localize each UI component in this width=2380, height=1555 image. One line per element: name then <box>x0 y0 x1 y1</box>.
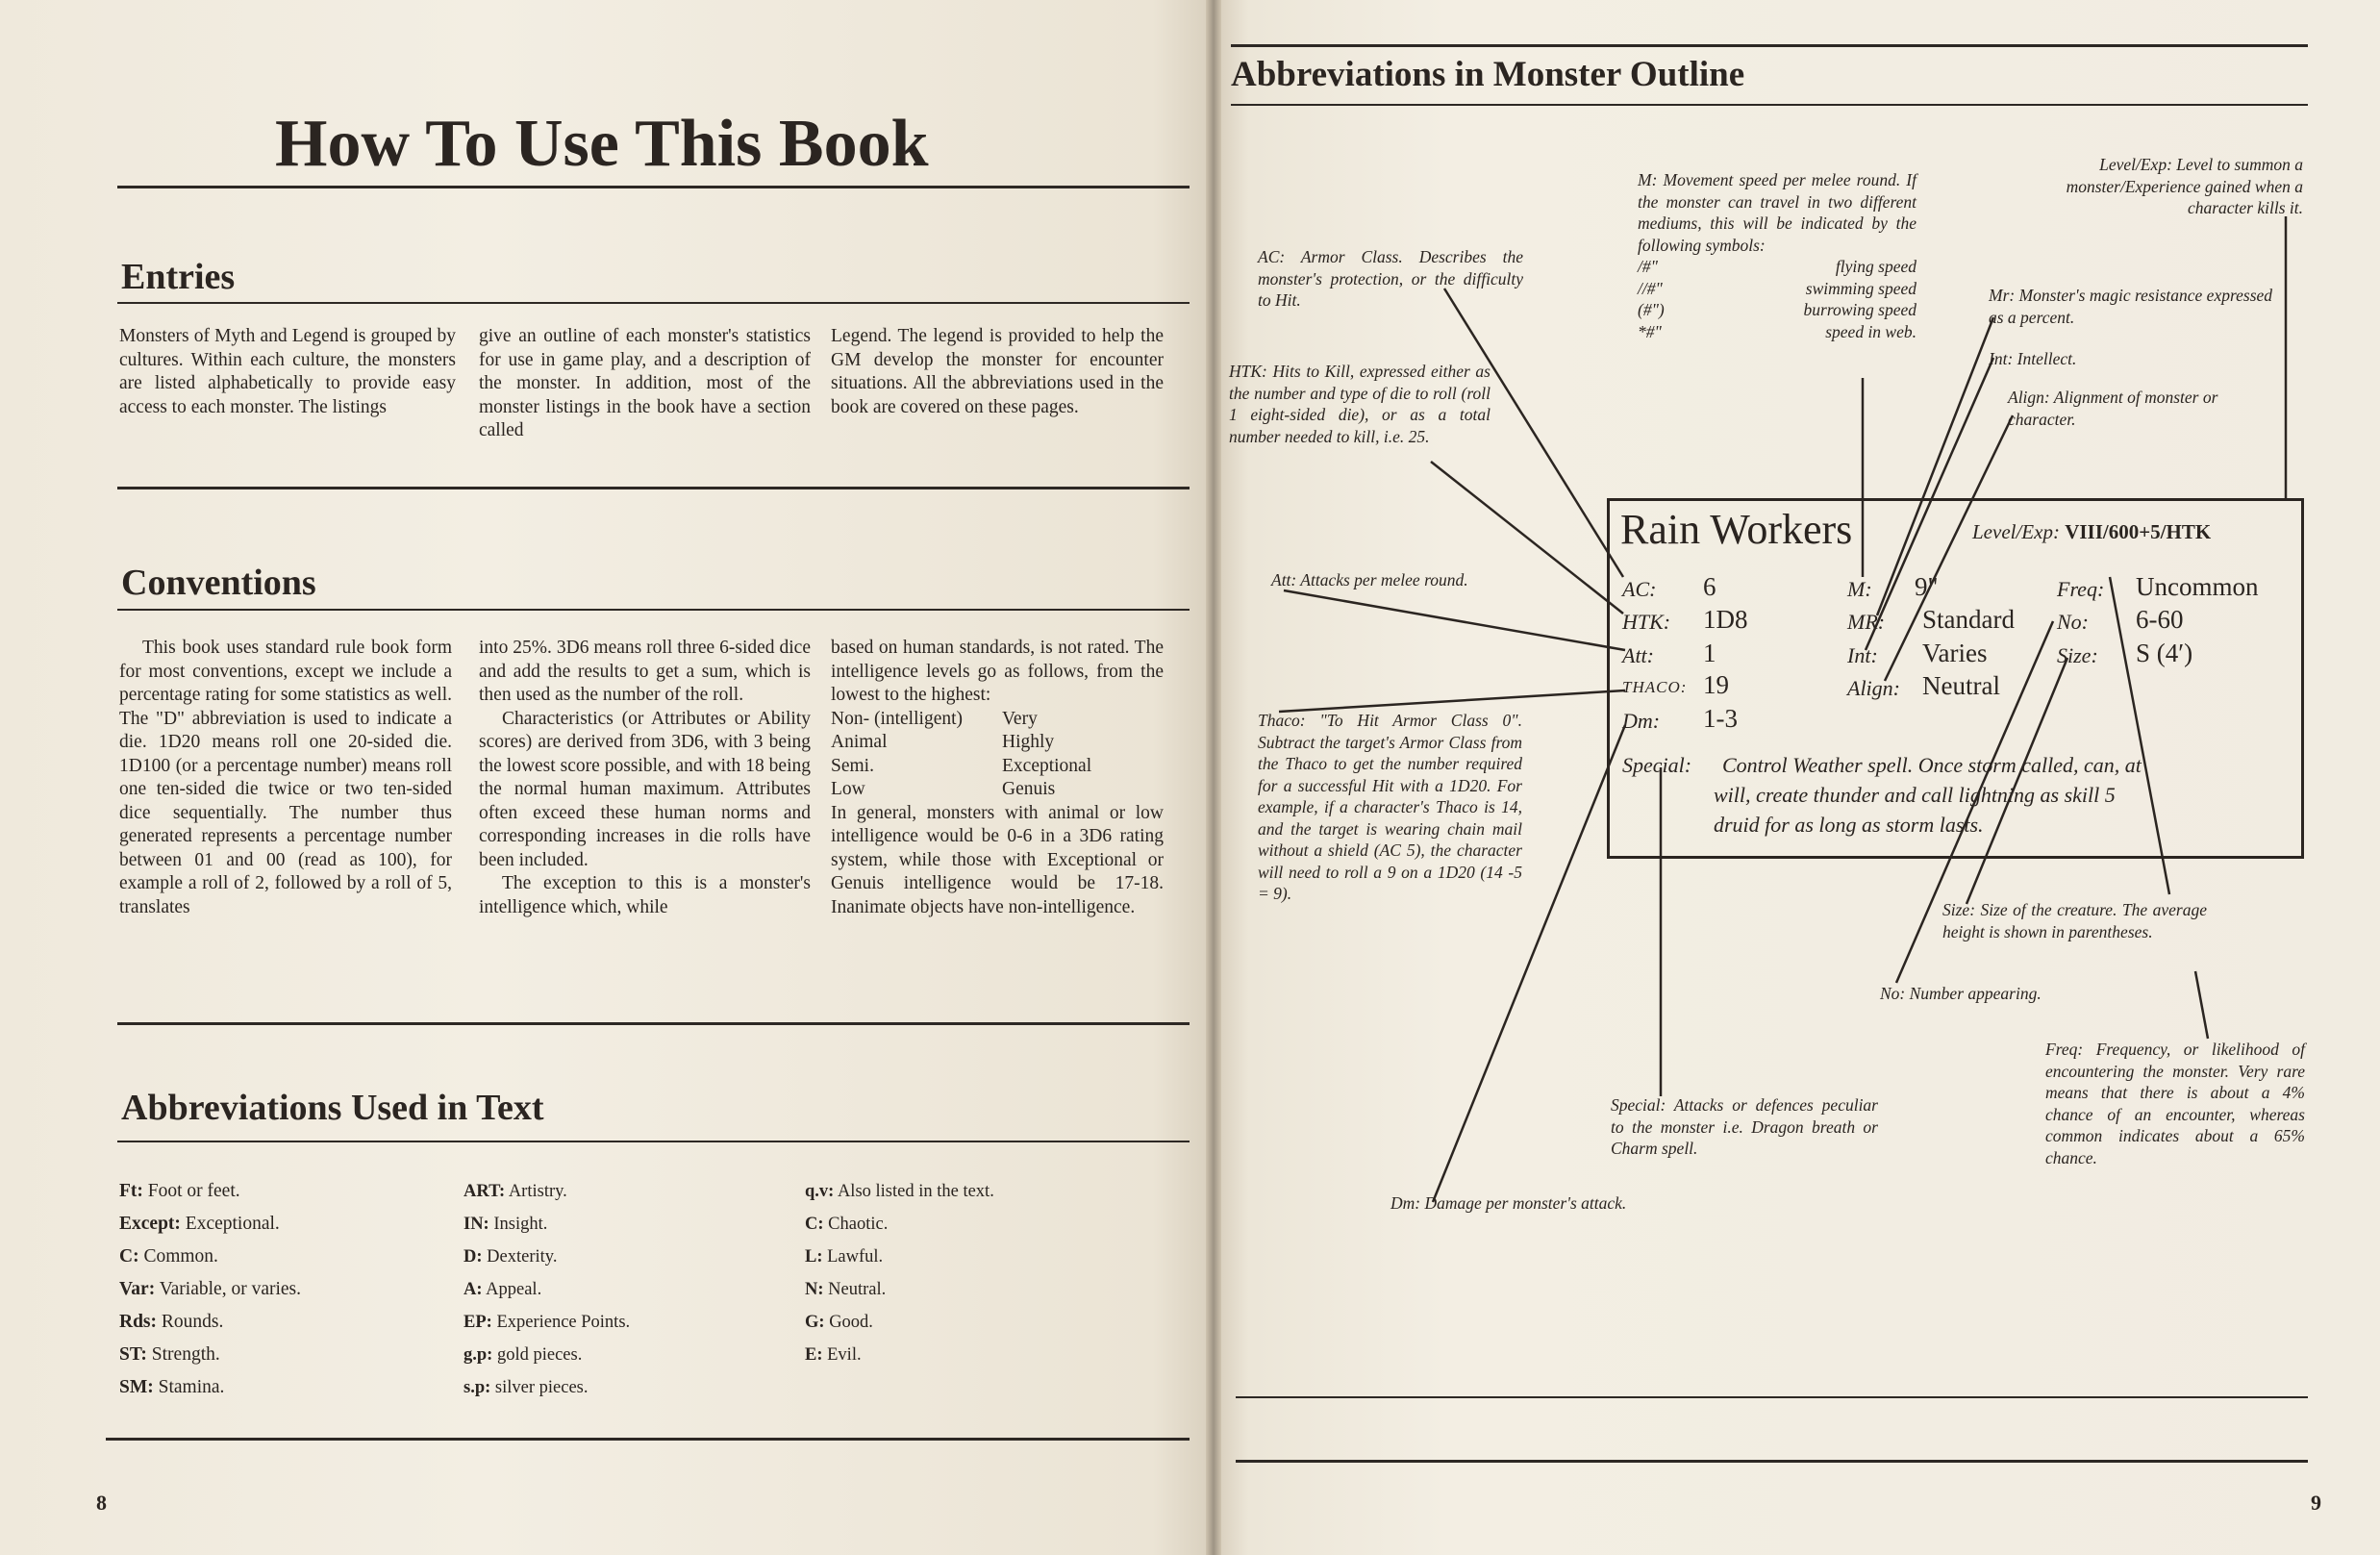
freq-value: Uncommon <box>2136 572 2259 601</box>
abbr-item: L: Lawful. <box>805 1247 884 1267</box>
stat-block <box>1607 498 2304 859</box>
intel-level: Genuis <box>1002 779 1056 799</box>
special-line-3: druid for as long as storm lasts. <box>1714 813 1984 837</box>
att-note: Att: Attacks per melee round. <box>1271 570 1468 589</box>
no-value: 6-60 <box>2136 605 2184 634</box>
thaco-label: THACO: <box>1622 678 1688 696</box>
page-number-left: 8 <box>96 1491 107 1515</box>
htk-label: HTK: <box>1622 610 1671 634</box>
right-page-title: Abbreviations in Monster Outline <box>1231 55 1745 94</box>
abbr-item: A: Appeal. <box>463 1280 542 1299</box>
abbr-item: q.v: Also listed in the text. <box>805 1182 994 1201</box>
abbr-list-3 <box>805 1175 994 1371</box>
page-title: How To Use This Book <box>275 107 929 181</box>
conventions-rule <box>117 609 1190 611</box>
conventions-col-2-p2: Characteristics (or Attributes or Ability scores) are derived from 3D6, with 3 being the lowest score possible, and with 18 being the normal human maximum. Attributes often exceed these human norms and corresponding increases in die rolls have been included. <box>479 708 811 870</box>
right-top-rule <box>1231 44 2308 47</box>
abbr-item: Rds: Rounds. <box>119 1312 224 1332</box>
align-value: Neutral <box>1922 671 2000 700</box>
abbr-item: C: Chaotic. <box>805 1215 889 1234</box>
abbr-item: SM: Stamina. <box>119 1377 225 1397</box>
entries-heading: Entries <box>121 257 236 297</box>
book-gutter <box>1206 0 1221 1555</box>
special-note: Special: Attacks or defences peculiar to the monster i.e. Dragon breath or Charm spell. <box>1611 1095 1878 1158</box>
level-exp-note: Level/Exp: Level to summon a monster/Experience gained when a character kills it. <box>2066 155 2303 217</box>
size-value: S (4′) <box>2136 639 2193 667</box>
no-note: No: Number appearing. <box>1880 984 2042 1003</box>
abbr-item: g.p: gold pieces. <box>463 1345 583 1365</box>
movement-note: M: Movement speed per melee round. If the monster can travel in two different mediums, this will be indicated by the following symbols: /#" flying speed //#" swimming speed (#") burrowing speed *#" speed in web. <box>1638 170 1917 341</box>
abbreviations-rule <box>117 1141 1190 1142</box>
entries-rule <box>117 302 1190 304</box>
intel-level: Highly <box>1002 732 1055 752</box>
int-value: Varies <box>1922 639 1988 667</box>
m-value: 9" <box>1915 572 1939 601</box>
freq-label: Freq: <box>2057 577 2105 601</box>
conventions-col-2-p1: into 25%. 3D6 means roll three 6-sided dice and add the results to get a sum, which is then used as the number of the roll. <box>479 638 811 705</box>
entries-end-rule <box>117 487 1190 489</box>
abbr-item: Ft: Foot or feet. <box>119 1181 240 1201</box>
conventions-heading: Conventions <box>121 563 316 603</box>
align-label: Align: <box>1847 676 1900 700</box>
size-label: Size: <box>2057 643 2098 667</box>
entries-col-2: give an outline of each monster's statistics for use in game play, and a description of the monster. In addition, most of the monster listings in the book have a section called <box>479 326 811 440</box>
int-label: Int: <box>1847 643 1878 667</box>
right-footer-rule-2 <box>1236 1460 2308 1463</box>
conventions-col-1-text: This book uses standard rule book form for most conventions, except we include a percentage rating for some statistics as well. The "D" abbreviation is used to indicate a die. 1D20 means roll one 20-sided die. 1D100 (or a percentage number) means roll one ten-sided die twice or two ten-sided dice sequentially. The number thus generated represents a percentage number between 01 and 00 (read as 100), for example a roll of 2, followed by a roll of 5, translates <box>119 638 452 917</box>
special-label: Special: <box>1622 753 1692 777</box>
size-note: Size: Size of the creature. The average height is shown in parentheses. <box>1942 900 2207 941</box>
right-title-rule <box>1231 104 2308 106</box>
abbr-item: D: Dexterity. <box>463 1247 558 1267</box>
intel-level: Non- (intelligent) <box>831 708 964 729</box>
ac-label: AC: <box>1622 577 1657 601</box>
freq-note: Freq: Frequency, or likelihood of encountering the monster. Very rare means that there is about a 4% chance of an encounter, whereas common indicates about a 65% chance. <box>2045 1040 2305 1167</box>
intel-level: Semi. <box>831 755 874 776</box>
movement-symbols: /#" flying speed //#" swimming speed (#") burrowing speed *#" speed in web. <box>1638 257 1917 341</box>
abbr-item: EP: Experience Points. <box>463 1313 631 1332</box>
conventions-col-3-p2: In general, monsters with animal or low intelligence would be 0-6 in a 3D6 rating system, while those with Exceptional or Genuis intelligence would be 17-18. Inanimate objects have non-intelligence. <box>831 802 1164 917</box>
dm-value: 1-3 <box>1703 704 1738 733</box>
intelligence-levels <box>831 708 1164 802</box>
level-exp-label: Level/Exp: <box>1972 520 2060 543</box>
intel-level: Very <box>1002 708 1038 729</box>
thaco-note: Thaco: "To Hit Armor Class 0". Subtract the target's Armor Class from the Thaco to get the number required for a successful Hit with a 1D20. For example, if a character's Thaco is 14, and the target is wearing chain mail without a shield (AC 5), the character will need to roll a 9 on a 1D20 (14 -5 = 9). <box>1258 711 1522 903</box>
abbr-item: E: Evil. <box>805 1345 862 1365</box>
dm-note: Dm: Damage per monster's attack. <box>1390 1193 1627 1213</box>
special-line-1: Control Weather spell. Once storm called, can, at <box>1722 753 2142 777</box>
intel-level: Low <box>831 779 865 799</box>
att-label: Att: <box>1622 643 1654 667</box>
special-line-2: will, create thunder and call lightning as skill 5 <box>1714 783 2116 807</box>
level-exp <box>1972 520 2211 544</box>
abbr-item: N: Neutral. <box>805 1280 887 1299</box>
att-value: 1 <box>1703 639 1716 667</box>
abbr-item: s.p: silver pieces. <box>463 1378 589 1397</box>
entries-col-1: Monsters of Myth and Legend is grouped by cultures. Within each culture, the monsters are listed alphabetically to provide easy access to each monster. The listings <box>119 326 456 417</box>
left-footer-rule <box>106 1438 1190 1441</box>
align-note: Align: Alignment of monster or character. <box>2008 388 2218 429</box>
abbr-item: IN: Insight. <box>463 1215 548 1234</box>
abbr-item: Except: Exceptional. <box>119 1214 280 1234</box>
right-footer-rule-1 <box>1236 1396 2308 1398</box>
level-exp-value: VIII/600+5/HTK <box>2065 520 2212 543</box>
abbr-list-2 <box>463 1175 630 1404</box>
abbr-item: C: Common. <box>119 1246 218 1267</box>
conventions-col-3-p1: based on human standards, is not rated. The intelligence levels go as follows, from the lowest to the highest: <box>831 638 1164 705</box>
entries-col-3: Legend. The legend is provided to help the GM develop the monster for encounter situations. All the abbreviations used in the book are covered on these pages. <box>831 326 1164 417</box>
conventions-col-2 <box>479 637 811 919</box>
abbr-list-1 <box>119 1175 301 1404</box>
intel-level: Animal <box>831 732 888 752</box>
intel-level: Exceptional <box>1002 755 1092 776</box>
int-note: Int: Intellect. <box>1989 349 2077 368</box>
conventions-end-rule <box>117 1022 1190 1025</box>
ac-value: 6 <box>1703 572 1716 601</box>
title-rule <box>117 186 1190 188</box>
page-number-right: 9 <box>2311 1491 2321 1515</box>
abbr-item: Var: Variable, or varies. <box>119 1279 302 1299</box>
abbreviations-heading: Abbreviations Used in Text <box>121 1088 544 1128</box>
htk-note: HTK: Hits to Kill, expressed either as the number and type of die to roll (roll 1 eight-sided die), or as a total number needed to kill, i.e. 25. <box>1229 362 1491 446</box>
thaco-value: 19 <box>1703 670 1729 699</box>
dm-label: Dm: <box>1622 709 1661 733</box>
ac-note: AC: Armor Class. Describes the monster's protection, or the difficulty to Hit. <box>1258 247 1523 310</box>
mr-value: Standard <box>1922 605 2015 634</box>
abbr-item: G: Good. <box>805 1313 873 1332</box>
m-label: M: <box>1847 577 1872 601</box>
monster-name: Rain Workers <box>1620 506 1853 553</box>
abbr-item: ST: Strength. <box>119 1344 220 1365</box>
conventions-col-3 <box>831 637 1164 919</box>
htk-value: 1D8 <box>1703 605 1748 634</box>
abbr-item: ART: Artistry. <box>463 1182 567 1201</box>
conventions-col-2-p3: The exception to this is a monster's intelligence which, while <box>479 873 811 917</box>
mr-note: Mr: Monster's magic resistance expressed as a percent. <box>1989 286 2273 327</box>
mr-label: MR: <box>1847 610 1886 634</box>
no-label: No: <box>2057 610 2089 634</box>
conventions-col-1 <box>119 637 452 919</box>
